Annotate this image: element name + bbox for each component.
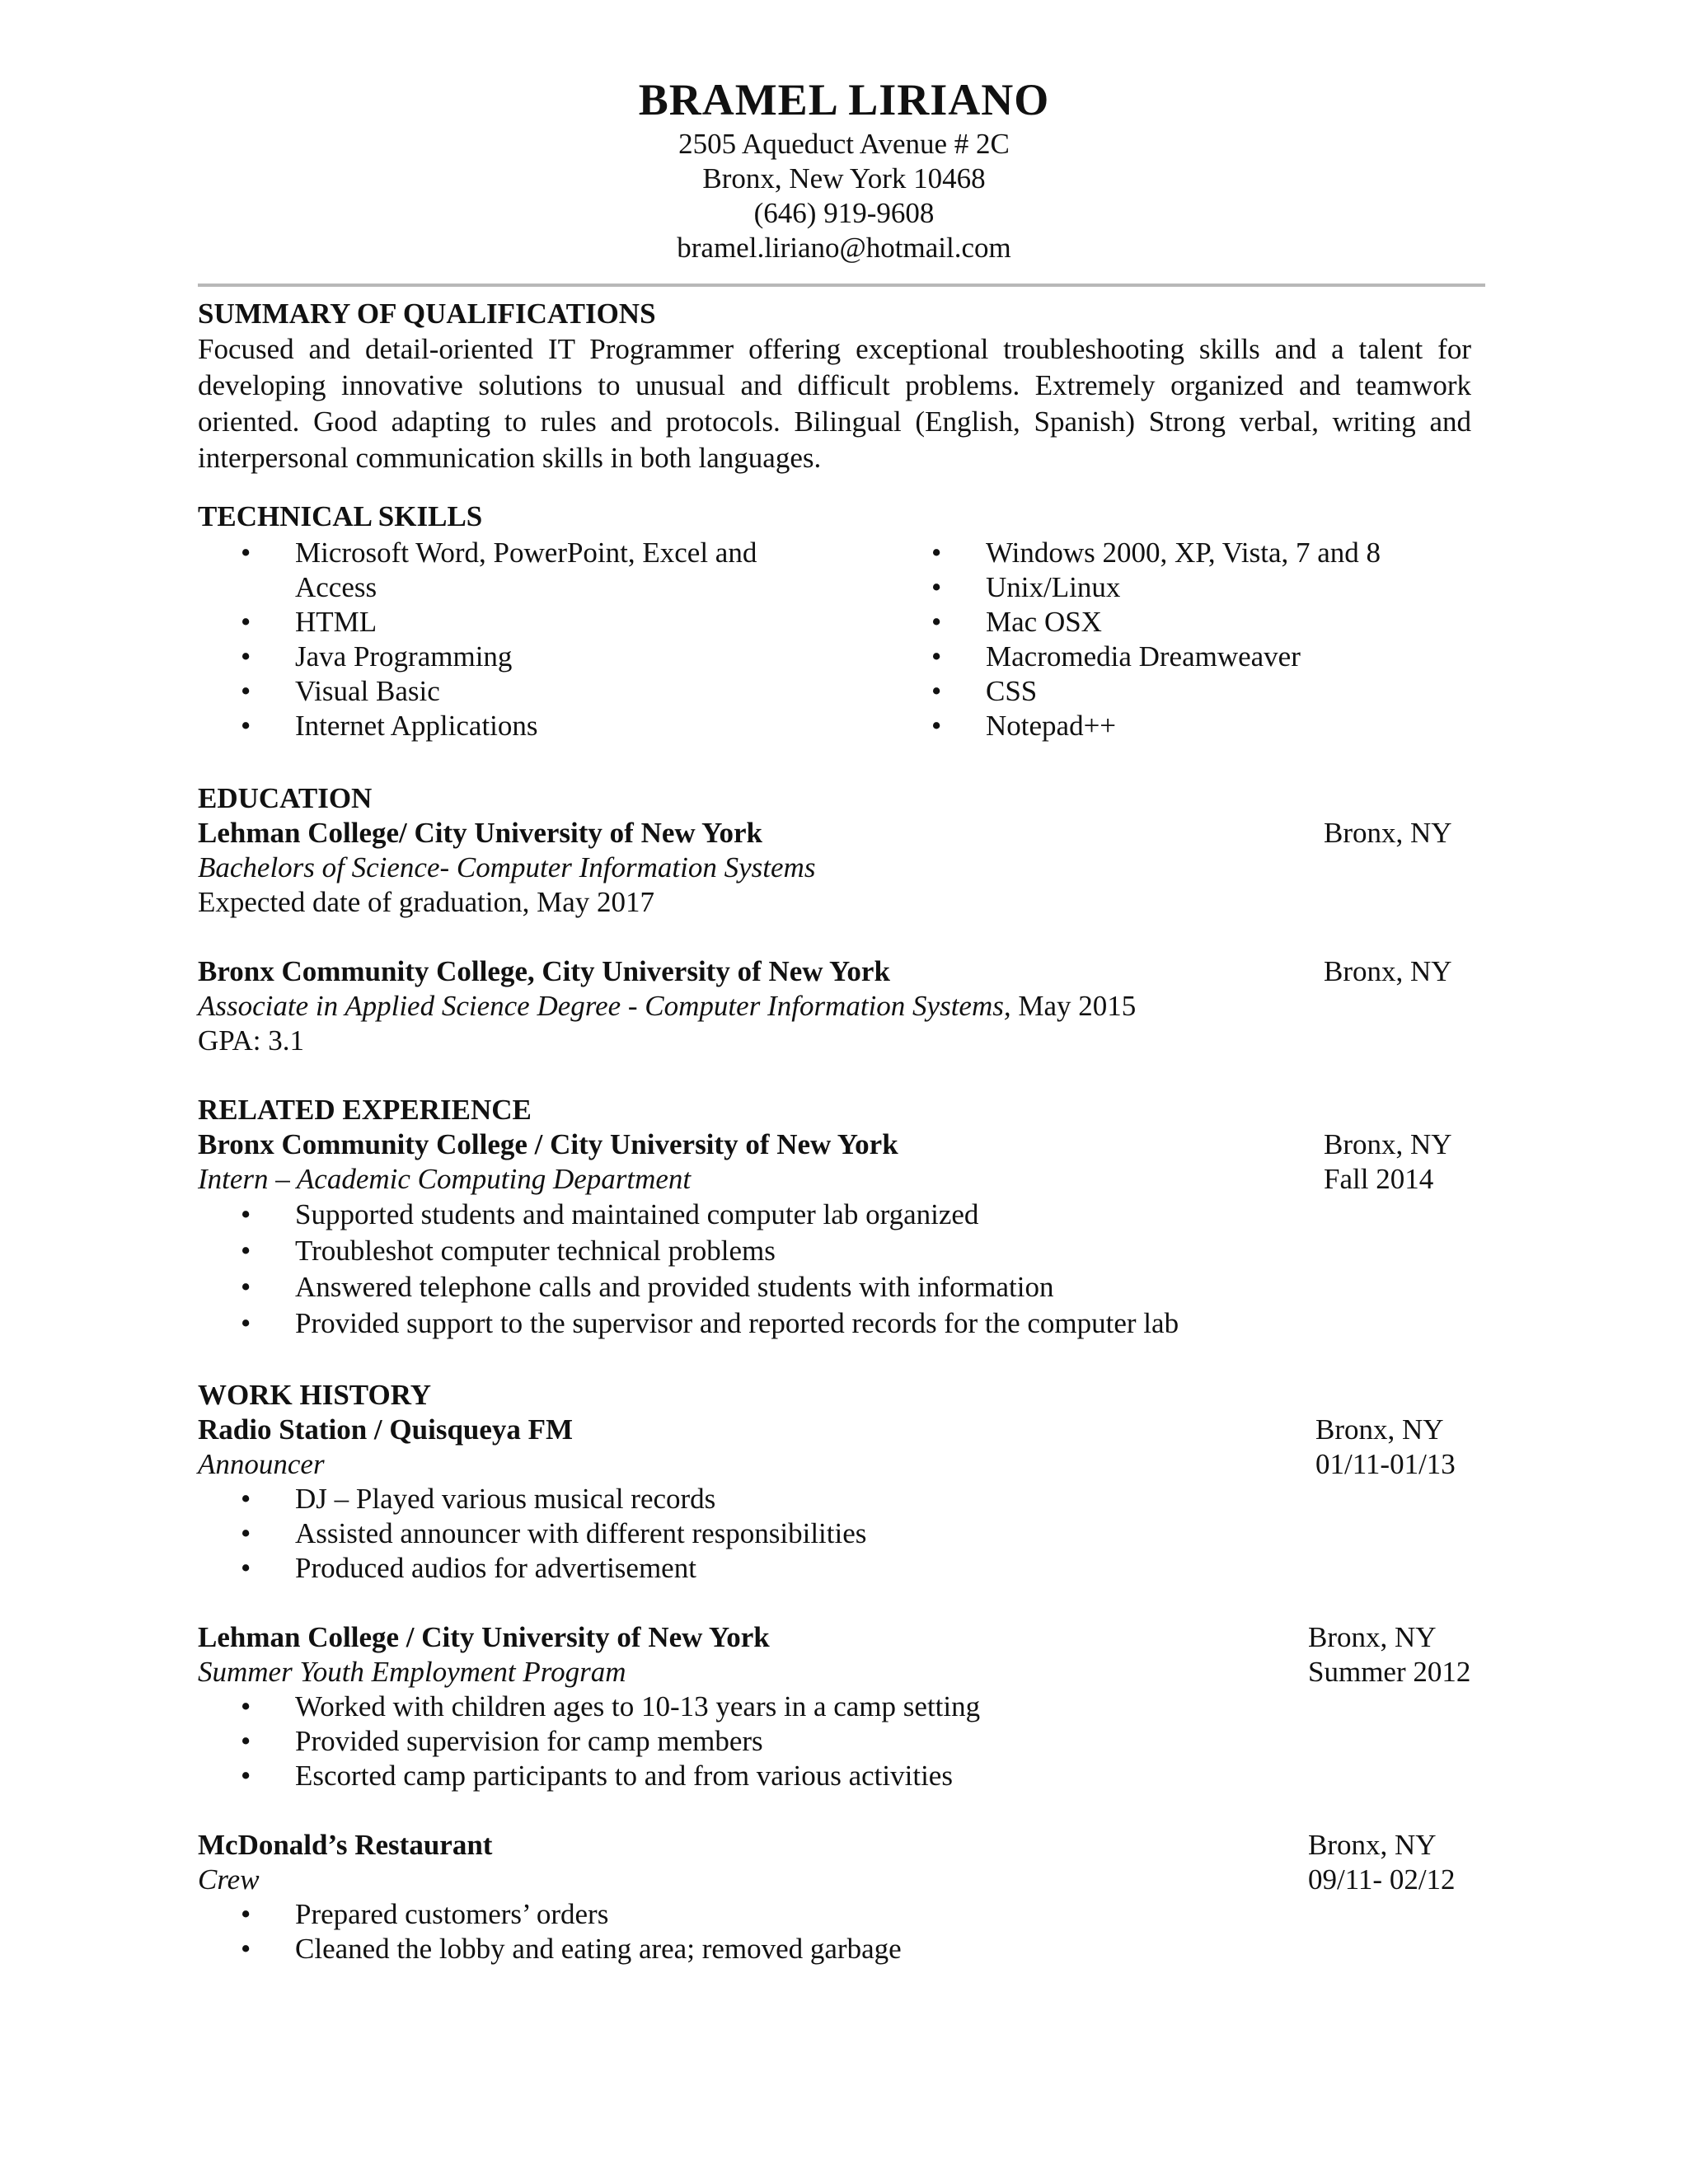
experience-location: Bronx, NY — [1324, 1128, 1452, 1160]
list-item: • Provided support to the supervisor and reported records for the computer lab — [198, 1305, 1471, 1342]
skills-heading: TECHNICAL SKILLS — [198, 500, 483, 532]
skill-item: • CSS — [889, 674, 1515, 709]
skill-item: • Microsoft Word, PowerPoint, Excel and Access — [198, 536, 824, 605]
job-dates: 01/11-01/13 — [1315, 1448, 1456, 1480]
job-location: Bronx, NY — [1308, 1829, 1437, 1861]
work-section — [198, 1378, 1471, 1586]
experience-org: Bronx Community College / City University of New York — [198, 1128, 898, 1160]
job-bullets — [198, 1897, 1471, 1966]
email-address: bramel.liriano@hotmail.com — [677, 232, 1011, 264]
list-item: • Supported students and maintained computer lab organized — [198, 1197, 1471, 1233]
experience-title: RELATED EXPERIENCE — [198, 1094, 532, 1126]
list-item: • Produced audios for advertisement — [198, 1551, 1471, 1586]
skill-item: • Unix/Linux — [889, 570, 1515, 605]
degree-detail: GPA: 3.1 — [198, 1024, 305, 1057]
degree-date: May 2015 — [1010, 990, 1137, 1022]
list-item: • Troubleshot computer technical problems — [198, 1233, 1471, 1269]
skill-item: • Java Programming — [198, 640, 824, 674]
header-divider — [198, 284, 1485, 287]
list-item: • Provided supervision for camp members — [198, 1724, 1471, 1759]
skills-title — [198, 499, 1471, 534]
address-line-2: Bronx, New York 10468 — [702, 162, 986, 194]
degree-detail: Expected date of graduation, May 2017 — [198, 886, 654, 918]
degree: Associate in Applied Science Degree - Computer Information Systems, — [198, 990, 1011, 1022]
job-location: Bronx, NY — [1315, 1413, 1444, 1446]
candidate-name: BRAMEL LIRIANO — [638, 75, 1050, 124]
job-dates: 09/11- 02/12 — [1308, 1863, 1456, 1896]
experience-section — [198, 1093, 1471, 1342]
job-org: Radio Station / Quisqueya FM — [198, 1413, 574, 1446]
job-role: Announcer — [198, 1448, 325, 1480]
summary-section — [198, 297, 1471, 476]
job-bullets — [198, 1690, 1471, 1793]
list-item: • Cleaned the lobby and eating area; removed garbage — [198, 1932, 1471, 1966]
school-name: Lehman College/ City University of New York — [198, 817, 763, 849]
job-bullets — [198, 1482, 1471, 1586]
education-title: EDUCATION — [198, 782, 373, 814]
experience-role: Intern – Academic Computing Department — [198, 1163, 692, 1195]
job-dates: Summer 2012 — [1308, 1656, 1471, 1688]
skill-item: • Notepad++ — [889, 709, 1515, 743]
experience-bullets — [198, 1197, 1471, 1342]
address-line-1: 2505 Aqueduct Avenue # 2C — [678, 128, 1010, 160]
skill-item: • Macromedia Dreamweaver — [889, 640, 1515, 674]
work-title: WORK HISTORY — [198, 1379, 432, 1411]
skills-left-column — [198, 536, 824, 743]
education-entry-2 — [198, 954, 1471, 1058]
summary-text: Focused and detail-oriented IT Programmer offering exceptional troubleshooting skills and a talent for developing innovative solutions to unusual and difficult problems. Extremely organized and teamwork oriented. Good adapting to rules and protocols. Bilingual (English, Spanish) Strong verbal, writing and interpersonal communication skills in both languages. — [198, 333, 1471, 474]
job-org: McDonald’s Restaurant — [198, 1829, 493, 1861]
list-item: • Worked with children ages to 10-13 years in a camp setting — [198, 1690, 1471, 1724]
list-item: • Prepared customers’ orders — [198, 1897, 1471, 1932]
job-org: Lehman College / City University of New York — [198, 1621, 770, 1653]
summary-title: SUMMARY OF QUALIFICATIONS — [198, 298, 656, 330]
school-location: Bronx, NY — [1324, 817, 1452, 849]
job-role: Crew — [198, 1863, 260, 1896]
list-item: • Answered telephone calls and provided students with information — [198, 1269, 1471, 1305]
job-location: Bronx, NY — [1308, 1621, 1437, 1653]
skill-item: • Mac OSX — [889, 605, 1515, 640]
work-entry-2 — [198, 1620, 1471, 1793]
skill-item: • Visual Basic — [198, 674, 824, 709]
skills-right-column — [889, 536, 1515, 743]
education-section — [198, 781, 1471, 920]
phone-number: (646) 919-9608 — [753, 197, 935, 229]
skill-item: • Internet Applications — [198, 709, 824, 743]
degree: Bachelors of Science- Computer Information Systems — [198, 851, 816, 883]
job-role: Summer Youth Employment Program — [198, 1656, 626, 1688]
list-item: • DJ – Played various musical records — [198, 1482, 1471, 1516]
school-location: Bronx, NY — [1324, 955, 1452, 987]
skill-item: • Windows 2000, XP, Vista, 7 and 8 — [889, 536, 1515, 570]
work-entry-3 — [198, 1828, 1471, 1966]
list-item: • Escorted camp participants to and from various activities — [198, 1759, 1471, 1793]
school-name: Bronx Community College, City University of New York — [198, 955, 890, 987]
experience-dates: Fall 2014 — [1324, 1163, 1434, 1195]
resume-header — [0, 73, 1688, 265]
skill-item: • HTML — [198, 605, 824, 640]
list-item: • Assisted announcer with different responsibilities — [198, 1516, 1471, 1551]
